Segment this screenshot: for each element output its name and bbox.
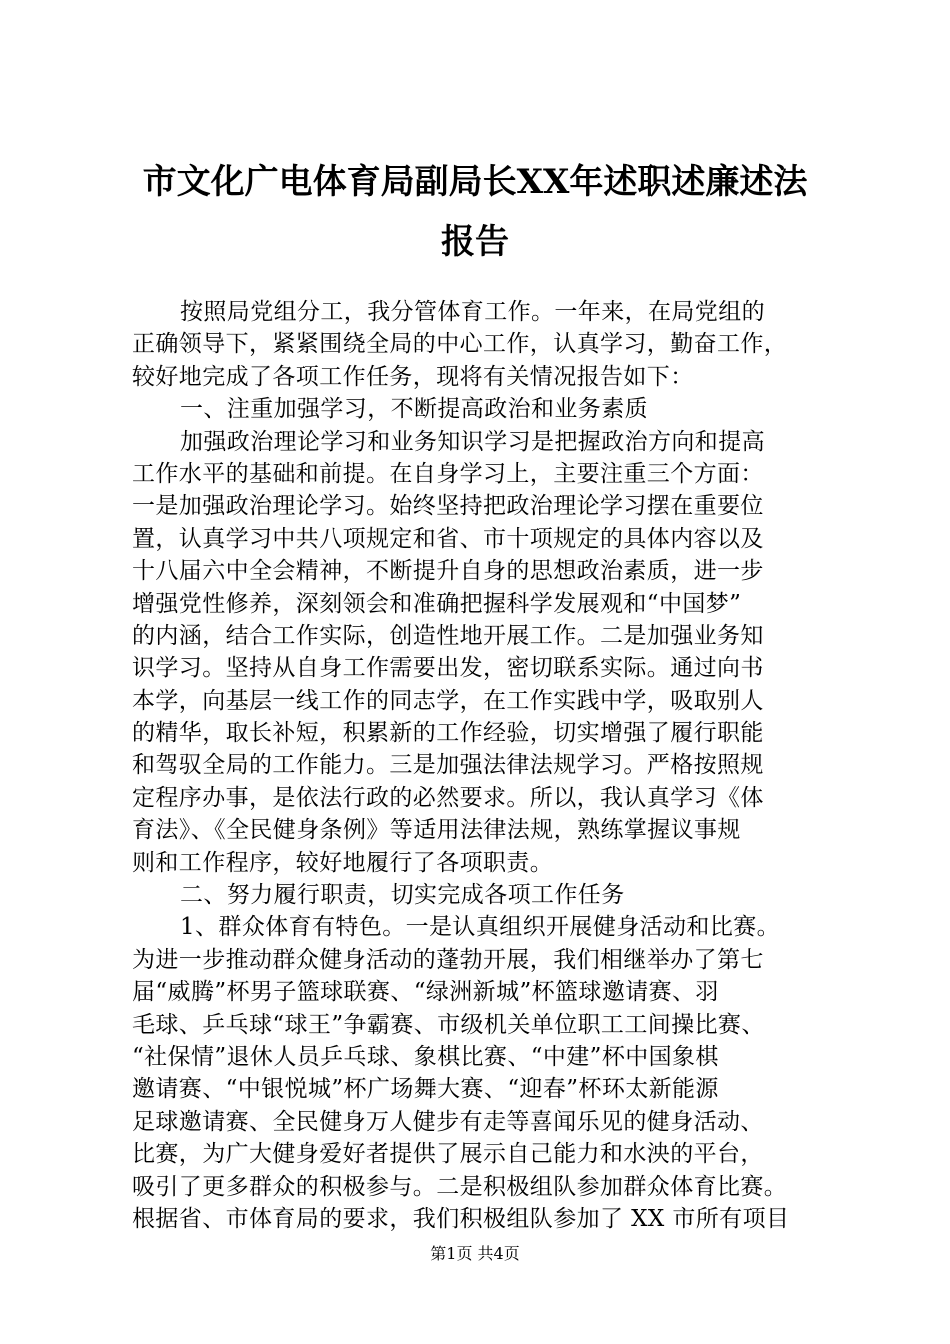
body-line: 识学习。坚持从自身工作需要出发，密切联系实际。通过向书 <box>132 655 764 682</box>
body-line: 比赛，为广大健身爱好者提供了展示自己能力和水泱的平台， <box>132 1141 764 1168</box>
document-title-line-2: 报告 <box>441 222 509 262</box>
section-heading-2: 二、努力履行职责，切实完成各项工作任务 <box>180 882 625 909</box>
body-line: 一是加强政治理论学习。始终坚持把政治理论学习摆在重要位 <box>132 493 764 520</box>
body-line: 较好地完成了各项工作任务，现将有关情况报告如下： <box>132 363 694 390</box>
body-line: “社保情”退休人员乒乓球、象棋比赛、“中建”杯中国象棋 <box>132 1043 719 1070</box>
body-line: 则和工作程序，较好地履行了各项职责。 <box>132 849 554 876</box>
body-line: 的精华，取长补短，积累新的工作经验，切实增强了履行职能 <box>132 720 764 747</box>
body-line: 正确领导下，紧紧围绕全局的中心工作，认真学习，勤奋工作， <box>132 331 788 358</box>
body-line: 按照局党组分工，我分管体育工作。一年来，在局党组的 <box>180 299 765 325</box>
body-line: 届“威腾”杯男子篮球联赛、“绿洲新城”杯篮球邀请赛、羽 <box>132 979 719 1006</box>
body-line: 毛球、乒乓球“球王”争霸赛、市级机关单位职工工间操比赛、 <box>132 1011 765 1038</box>
body-line: 十八届六中全会精神，不断提升自身的思想政治素质，进一步 <box>132 558 764 585</box>
body-line: 吸引了更多群众的积极参与。二是积极组队参加群众体育比赛。 <box>132 1173 788 1200</box>
body-line: 定程序办事，是依法行政的必然要求。所以，我认真学习《体 <box>132 784 764 811</box>
document-body <box>132 296 832 1235</box>
document-title-line-1: 市文化广电体育局副局长XX年述职述廉述法 <box>142 162 808 202</box>
body-line: 根据省、市体育局的要求，我们积极组队参加了 XX 市所有项目 <box>132 1205 790 1232</box>
body-line: 加强政治理论学习和业务知识学习是把握政治方向和提高 <box>180 428 765 455</box>
body-line: 邀请赛、“中银悦城”杯广场舞大赛、“迎春”杯环太新能源 <box>132 1076 719 1103</box>
body-line: 1、群众体育有特色。一是认真组织开展健身活动和比赛。 <box>180 914 781 941</box>
page-number-footer: 第1页 共4页 <box>430 1244 520 1263</box>
body-line: 置，认真学习中共八项规定和省、市十项规定的具体内容以及 <box>132 525 764 552</box>
body-line: 和驾驭全局的工作能力。三是加强法律法规学习。严格按照规 <box>132 752 764 779</box>
body-line: 的内涵，结合工作实际，创造性地开展工作。二是加强业务知 <box>132 622 764 649</box>
body-line: 为进一步推动群众健身活动的蓬勃开展，我们相继举办了第七 <box>132 946 764 973</box>
body-line: 增强党性修养，深刻领会和准确把握科学发展观和“中国梦” <box>132 590 742 617</box>
body-line: 本学，向基层一线工作的同志学，在工作实践中学，吸取别人 <box>132 687 764 714</box>
body-line: 足球邀请赛、全民健身万人健步有走等喜闻乐见的健身活动、 <box>132 1108 764 1135</box>
body-line: 育法》、《全民健身条例》等适用法律法规，熟练掌握议事规 <box>132 817 741 844</box>
section-heading-1: 一、注重加强学习，不断提高政治和业务素质 <box>180 396 648 423</box>
body-line: 工作水平的基础和前提。在自身学习上，主要注重三个方面： <box>132 460 764 487</box>
